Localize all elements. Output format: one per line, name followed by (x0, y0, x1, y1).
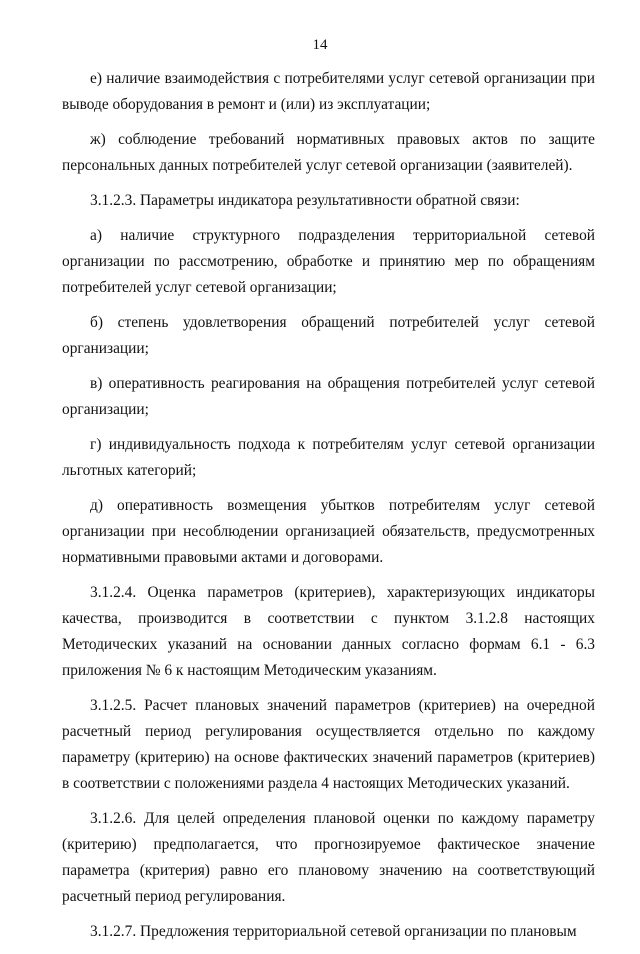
paragraph-a-structural-unit: а) наличие структурного подразделения территориальной сетевой организации по рассмотрению, обработке и принятию мер по обращениям потребителей услуг сетевой организации; (62, 227, 595, 296)
page-number: 14 (312, 37, 328, 53)
paragraph-d-damage-compensation: д) оперативность возмещения убытков потребителям услуг сетевой организации при несоблюдении организацией обязательств, предусмотренных нормативными правовыми актами и договорами. (62, 497, 595, 566)
paragraph-g-individual-approach: г) индивидуальность подхода к потребителям услуг сетевой организации льготных категорий; (62, 436, 595, 479)
paragraph-3-1-2-7-proposals: 3.1.2.7. Предложения территориальной сетевой организации по плановым (90, 923, 577, 940)
paragraph-e-consumer-interaction: е) наличие взаимодействия с потребителями услуг сетевой организации при выводе оборудования в ремонт и (или) из эксплуатации; (62, 70, 595, 113)
paragraph-v-response-speed: в) оперативность реагирования на обращения потребителей услуг сетевой организации; (62, 375, 595, 418)
paragraph-3-1-2-5-planned-values: 3.1.2.5. Расчет плановых значений параметров (критериев) на очередной расчетный период регулирования осуществляется отдельно по каждому параметру (критерию) на основе фактических значений параметров (критериев) в соответствии с положениями раздела 4 настоящих Методических указаний. (62, 697, 595, 792)
paragraph-b-satisfaction-degree: б) степень удовлетворения обращений потребителей услуг сетевой организации; (62, 314, 595, 357)
paragraph-zh-personal-data: ж) соблюдение требований нормативных правовых актов по защите персональных данных потребителей услуг сетевой организации (заявителей). (62, 131, 595, 174)
paragraph-3-1-2-4-evaluation: 3.1.2.4. Оценка параметров (критериев), характеризующих индикаторы качества, производится в соответствии с пунктом 3.1.2.8 настоящих Методических указаний на основании данных согласно формам 6.1 - 6.3 приложения № 6 к настоящим Методическим указаниям. (62, 584, 595, 679)
paragraph-3-1-2-3-heading: 3.1.2.3. Параметры индикатора результативности обратной связи: (90, 192, 520, 209)
document-body (62, 66, 595, 954)
paragraph-3-1-2-6-planned-estimate: 3.1.2.6. Для целей определения плановой оценки по каждому параметру (критерию) предполагается, что прогнозируемое фактическое значение параметра (критерия) равно его плановому значению на соответствующий расчетный период регулирования. (62, 810, 595, 905)
